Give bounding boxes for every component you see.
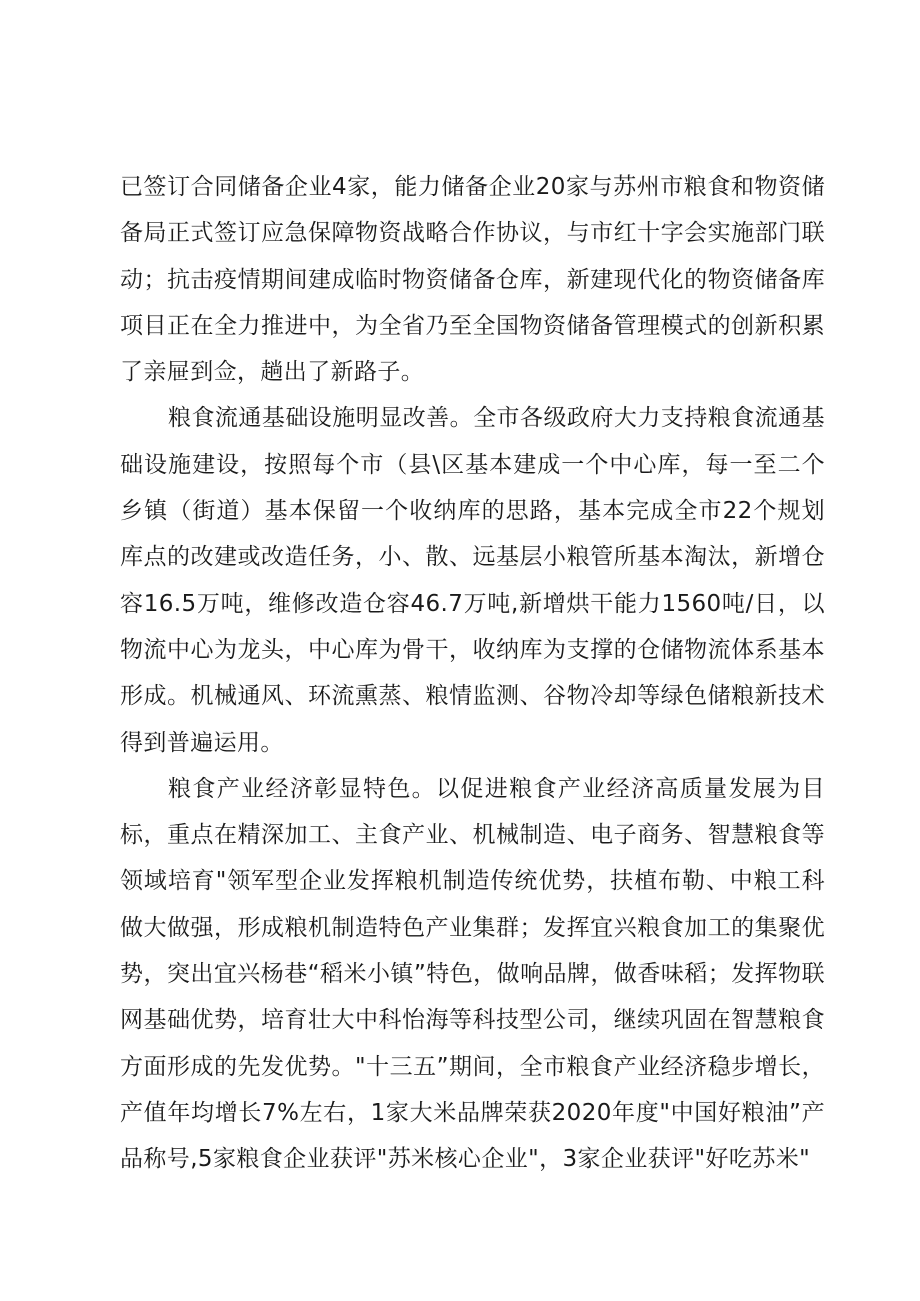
paragraph-infrastructure: 粮食流通基础设施明显改善。全市各级政府大力支持粮食流通基础设施建设，按照每个市（县\区基本建成一个中心库，每一至二个乡镇（街道）基本保留一个收纳库的思路，基本完成全市22个规划库点的改建或改造任务，小、散、远基层小粮管所基本淘汰，新增仓容16.5万吨，维修改造仓容46.7万吨,新增烘干能力1560吨/日，以物流中心为龙头，中心库为骨干，收纳库为支撑的仓储物流体系基本形成。机械通风、环流熏蒸、粮情监测、谷物冷却等绿色储粮新技术得到普遍运用。 (120, 405, 825, 756)
paragraph-industry-economy: 粮食产业经济彰显特色。以促进粮食产业经济高质量发展为目标，重点在精深加工、主食产业、机械制造、电子商务、智慧粮食等领域培育"领军型企业发挥粮机制造传统优势，扶植布勒、中粮工科做大做强，形成粮机制造特色产业集群；发挥宜兴粮食加工的集聚优势，突出宜兴杨巷“稻米小镇”特色，做响品牌，做香味稻；发挥物联网基础优势，培育壮大中科怡海等科技型公司，继续巩固在智慧粮食方面形成的先发优势。"十三五”期间，全市粮食产业经济稳步增长，产值年均增长7%左右，1家大米品牌荣获2020年度"中国好粮油”产品称号,5家粮食企业获评"苏米核心企业"，3家企业获评"好吃苏米" (120, 775, 825, 1173)
paragraph-storage-cooperation: 已签订合同储备企业4家，能力储备企业20家与苏州市粮食和物资储备局正式签订应急保障物资战略合作协议，与市红十字会实施部门联动；抗击疫情期间建成临时物资储备仓库，新建现代化的物资储备库项目正在全力推进中，为全省乃至全国物资储备管理模式的创新积累了亲屉到佥，趟出了新路子。 (120, 174, 825, 386)
document-body (120, 164, 825, 1183)
